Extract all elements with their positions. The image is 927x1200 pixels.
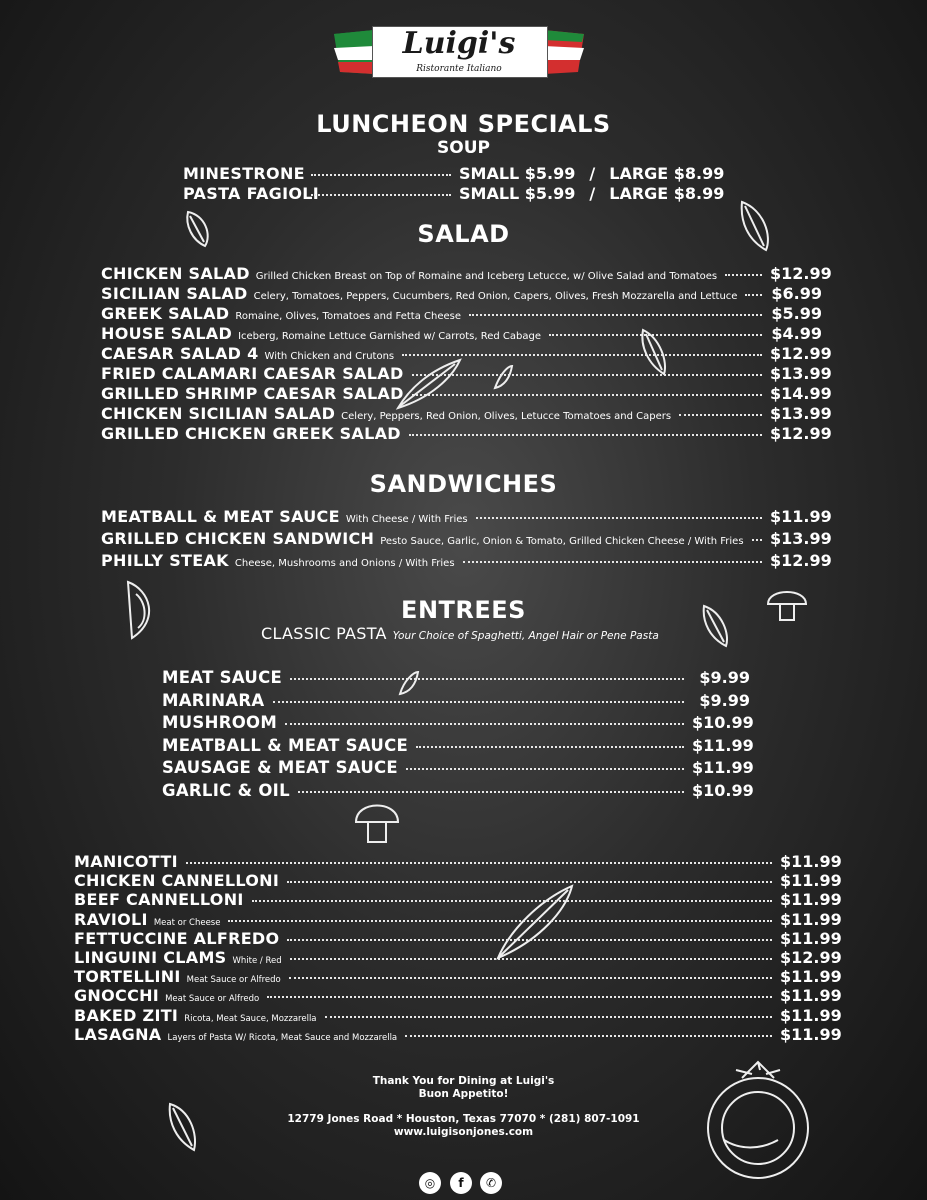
salad-item-name: CAESAR SALAD 4 [101, 344, 259, 363]
pasta-item-name: MUSHROOM [162, 713, 278, 732]
pasta-item-name: MEATBALL & MEAT SAUCE [162, 735, 409, 755]
entree-item-name: LASAGNA [74, 1024, 162, 1044]
salad-item-description: Romaine, Olives, Tomatoes and Fetta Cheese [235, 311, 461, 322]
entree-item-description: White / Red [232, 956, 282, 966]
entree-item-price: $11.99 [780, 890, 842, 910]
facebook-icon[interactable]: f [450, 1172, 472, 1194]
soup-large-price: LARGE $8.99 [609, 184, 725, 203]
pasta-item-price: $10.99 [692, 780, 754, 800]
sandwich-item-description: With Cheese / With Fries [345, 514, 468, 525]
entree-item-price: $11.99 [780, 986, 842, 1006]
entree-item-description: Layers of Pasta W/ Ricota, Meat Sauce and Mozzarella [167, 1032, 398, 1043]
salad-item-description: Celery, Tomatoes, Peppers, Cucumbers, Red Onion, Capers, Olives, Fresh Mozzarella and Lettuce [253, 291, 738, 302]
sandwich-item-price: $13.99 [770, 529, 832, 548]
salad-item-description: Celery, Peppers, Red Onion, Olives, Letucce Tomatoes and Capers [341, 411, 672, 422]
soup-large-price: LARGE $8.99 [609, 164, 725, 183]
entree-item-price: $11.99 [780, 1024, 842, 1044]
basil-leaf-icon [170, 1104, 195, 1150]
basil-leaf-icon [495, 366, 512, 388]
entree-item-price: $11.99 [780, 909, 842, 929]
logo-subtitle: Ristorante Italiano [416, 64, 502, 74]
salad-item-price: $6.99 [771, 284, 822, 303]
pasta-item-name: GARLIC & OIL [162, 780, 290, 800]
basil-leaf-icon [187, 212, 207, 246]
whatsapp-icon[interactable]: ✆ [480, 1172, 502, 1194]
page-title: LUNCHEON SPECIALS [316, 110, 611, 138]
logo-name: Luigi's [402, 26, 516, 61]
salad-heading: SALAD [417, 220, 510, 248]
salad-item-price: $13.99 [770, 404, 832, 423]
basil-leaf-icon [400, 672, 418, 694]
entrees-heading: ENTREES [401, 596, 526, 624]
price-separator: / [589, 184, 596, 203]
sandwich-item-name: GRILLED CHICKEN SANDWICH [101, 529, 375, 548]
salad-item-price: $12.99 [770, 264, 832, 283]
entree-item-name: BAKED ZITI [74, 1005, 179, 1025]
website-link[interactable]: www.luigisonjones.com [393, 1126, 534, 1138]
pasta-item-name: MEAT SAUCE [162, 668, 283, 687]
salad-item-name: CHICKEN SICILIAN SALAD [101, 404, 336, 423]
pasta-item-price: $9.99 [699, 690, 750, 710]
salad-item-price: $12.99 [770, 424, 832, 443]
pasta-item-price: $9.99 [699, 668, 750, 687]
salad-item-price: $5.99 [771, 304, 822, 323]
salad-item-price: $12.99 [770, 344, 832, 363]
sandwich-item-name: PHILLY STEAK [101, 551, 229, 570]
entree-item-name: BEEF CANNELLONI [74, 890, 244, 910]
pasta-item-price: $11.99 [692, 735, 754, 755]
entree-item-name: LINGUINI CLAMS [74, 948, 227, 967]
salad-item-name: SICILIAN SALAD [101, 284, 248, 303]
soup-small-price: SMALL $5.99 [459, 164, 576, 183]
entree-item-name: FETTUCCINE ALFREDO [74, 928, 280, 948]
salad-item-name: HOUSE SALAD [101, 324, 233, 343]
entree-item-description: Meat Sauce or Alfredo [165, 994, 260, 1005]
sandwiches-heading: SANDWICHES [369, 470, 558, 498]
soup-name: PASTA FAGIOLI [183, 184, 320, 203]
salad-item-description: Grilled Chicken Breast on Top of Romaine and Iceberg Letucce, w/ Olive Salad and Tomatoes [255, 271, 718, 282]
basil-leaf-icon [642, 330, 665, 374]
salad-item-description: Iceberg, Romaine Lettuce Garnished w/ Carrots, Red Cabage [238, 331, 541, 342]
entree-item-description: Ricota, Meat Sauce, Mozzarella [184, 1013, 317, 1024]
sandwich-item-price: $11.99 [770, 507, 832, 526]
entree-item-price: $11.99 [780, 852, 842, 871]
sandwich-item-description: Cheese, Mushrooms and Onions / With Fries [234, 558, 455, 569]
entree-item-name: MANICOTTI [74, 852, 178, 871]
soup-small-price: SMALL $5.99 [459, 184, 576, 203]
sandwich-item-name: MEATBALL & MEAT SAUCE [101, 507, 340, 526]
salad-item-name: FRIED CALAMARI CAESAR SALAD [101, 364, 404, 383]
thank-you-text: Thank You for Dining at Luigi's [372, 1075, 555, 1087]
salad-item-name: GREEK SALAD [101, 304, 230, 323]
classic-pasta-title: CLASSIC PASTA [261, 624, 387, 643]
entree-item-name: TORTELLINI [74, 967, 181, 987]
entree-item-description: Meat Sauce or Alfredo [186, 975, 281, 986]
salad-item-name: GRILLED SHRIMP CAESAR SALAD [101, 384, 404, 403]
mushroom-icon [768, 592, 806, 620]
entree-item-description: Meat or Cheese [153, 917, 221, 928]
entree-item-price: $11.99 [780, 967, 842, 987]
salad-item-price: $4.99 [771, 324, 822, 343]
herb-sprig-icon [498, 886, 572, 958]
instagram-icon[interactable]: ◎ [419, 1172, 441, 1194]
pasta-item-name: MARINARA [162, 690, 265, 710]
basil-leaf-icon [704, 606, 727, 646]
entree-item-price: $11.99 [780, 928, 842, 948]
salad-item-name: CHICKEN SALAD [101, 264, 250, 283]
entree-item-name: GNOCCHI [74, 986, 160, 1006]
entree-item-price: $11.99 [780, 871, 842, 891]
buon-appetito-text: Buon Appetito! [418, 1088, 509, 1100]
soup-heading: SOUP [437, 138, 490, 158]
basil-leaf-icon [742, 202, 768, 250]
entree-item-price: $12.99 [780, 948, 842, 967]
herb-sprig-icon [398, 360, 460, 408]
mushroom-icon [356, 806, 398, 843]
pasta-item-name: SAUSAGE & MEAT SAUCE [162, 758, 398, 777]
salad-item-description: With Chicken and Crutons [264, 351, 395, 362]
salad-item-price: $14.99 [770, 384, 832, 403]
entree-item-name: CHICKEN CANNELLONI [74, 871, 280, 891]
salad-item-name: GRILLED CHICKEN GREEK SALAD [101, 424, 401, 443]
bread-slice-icon [128, 582, 149, 638]
price-separator: / [589, 164, 596, 183]
sandwich-item-price: $12.99 [770, 551, 832, 570]
classic-pasta-note: Your Choice of Spaghetti, Angel Hair or Pene Pasta [392, 630, 659, 642]
entree-item-price: $11.99 [780, 1005, 842, 1025]
salad-item-price: $13.99 [770, 364, 832, 383]
pasta-item-price: $11.99 [692, 758, 754, 777]
soup-name: MINESTRONE [183, 164, 305, 183]
tomato-icon [708, 1062, 808, 1178]
entree-item-name: RAVIOLI [74, 909, 148, 929]
sandwich-item-description: Pesto Sauce, Garlic, Onion & Tomato, Grilled Chicken Cheese / With Fries [380, 536, 744, 547]
address-text: 12779 Jones Road * Houston, Texas 77070 * (281) 807-1091 [287, 1113, 640, 1125]
pasta-item-price: $10.99 [692, 713, 754, 732]
